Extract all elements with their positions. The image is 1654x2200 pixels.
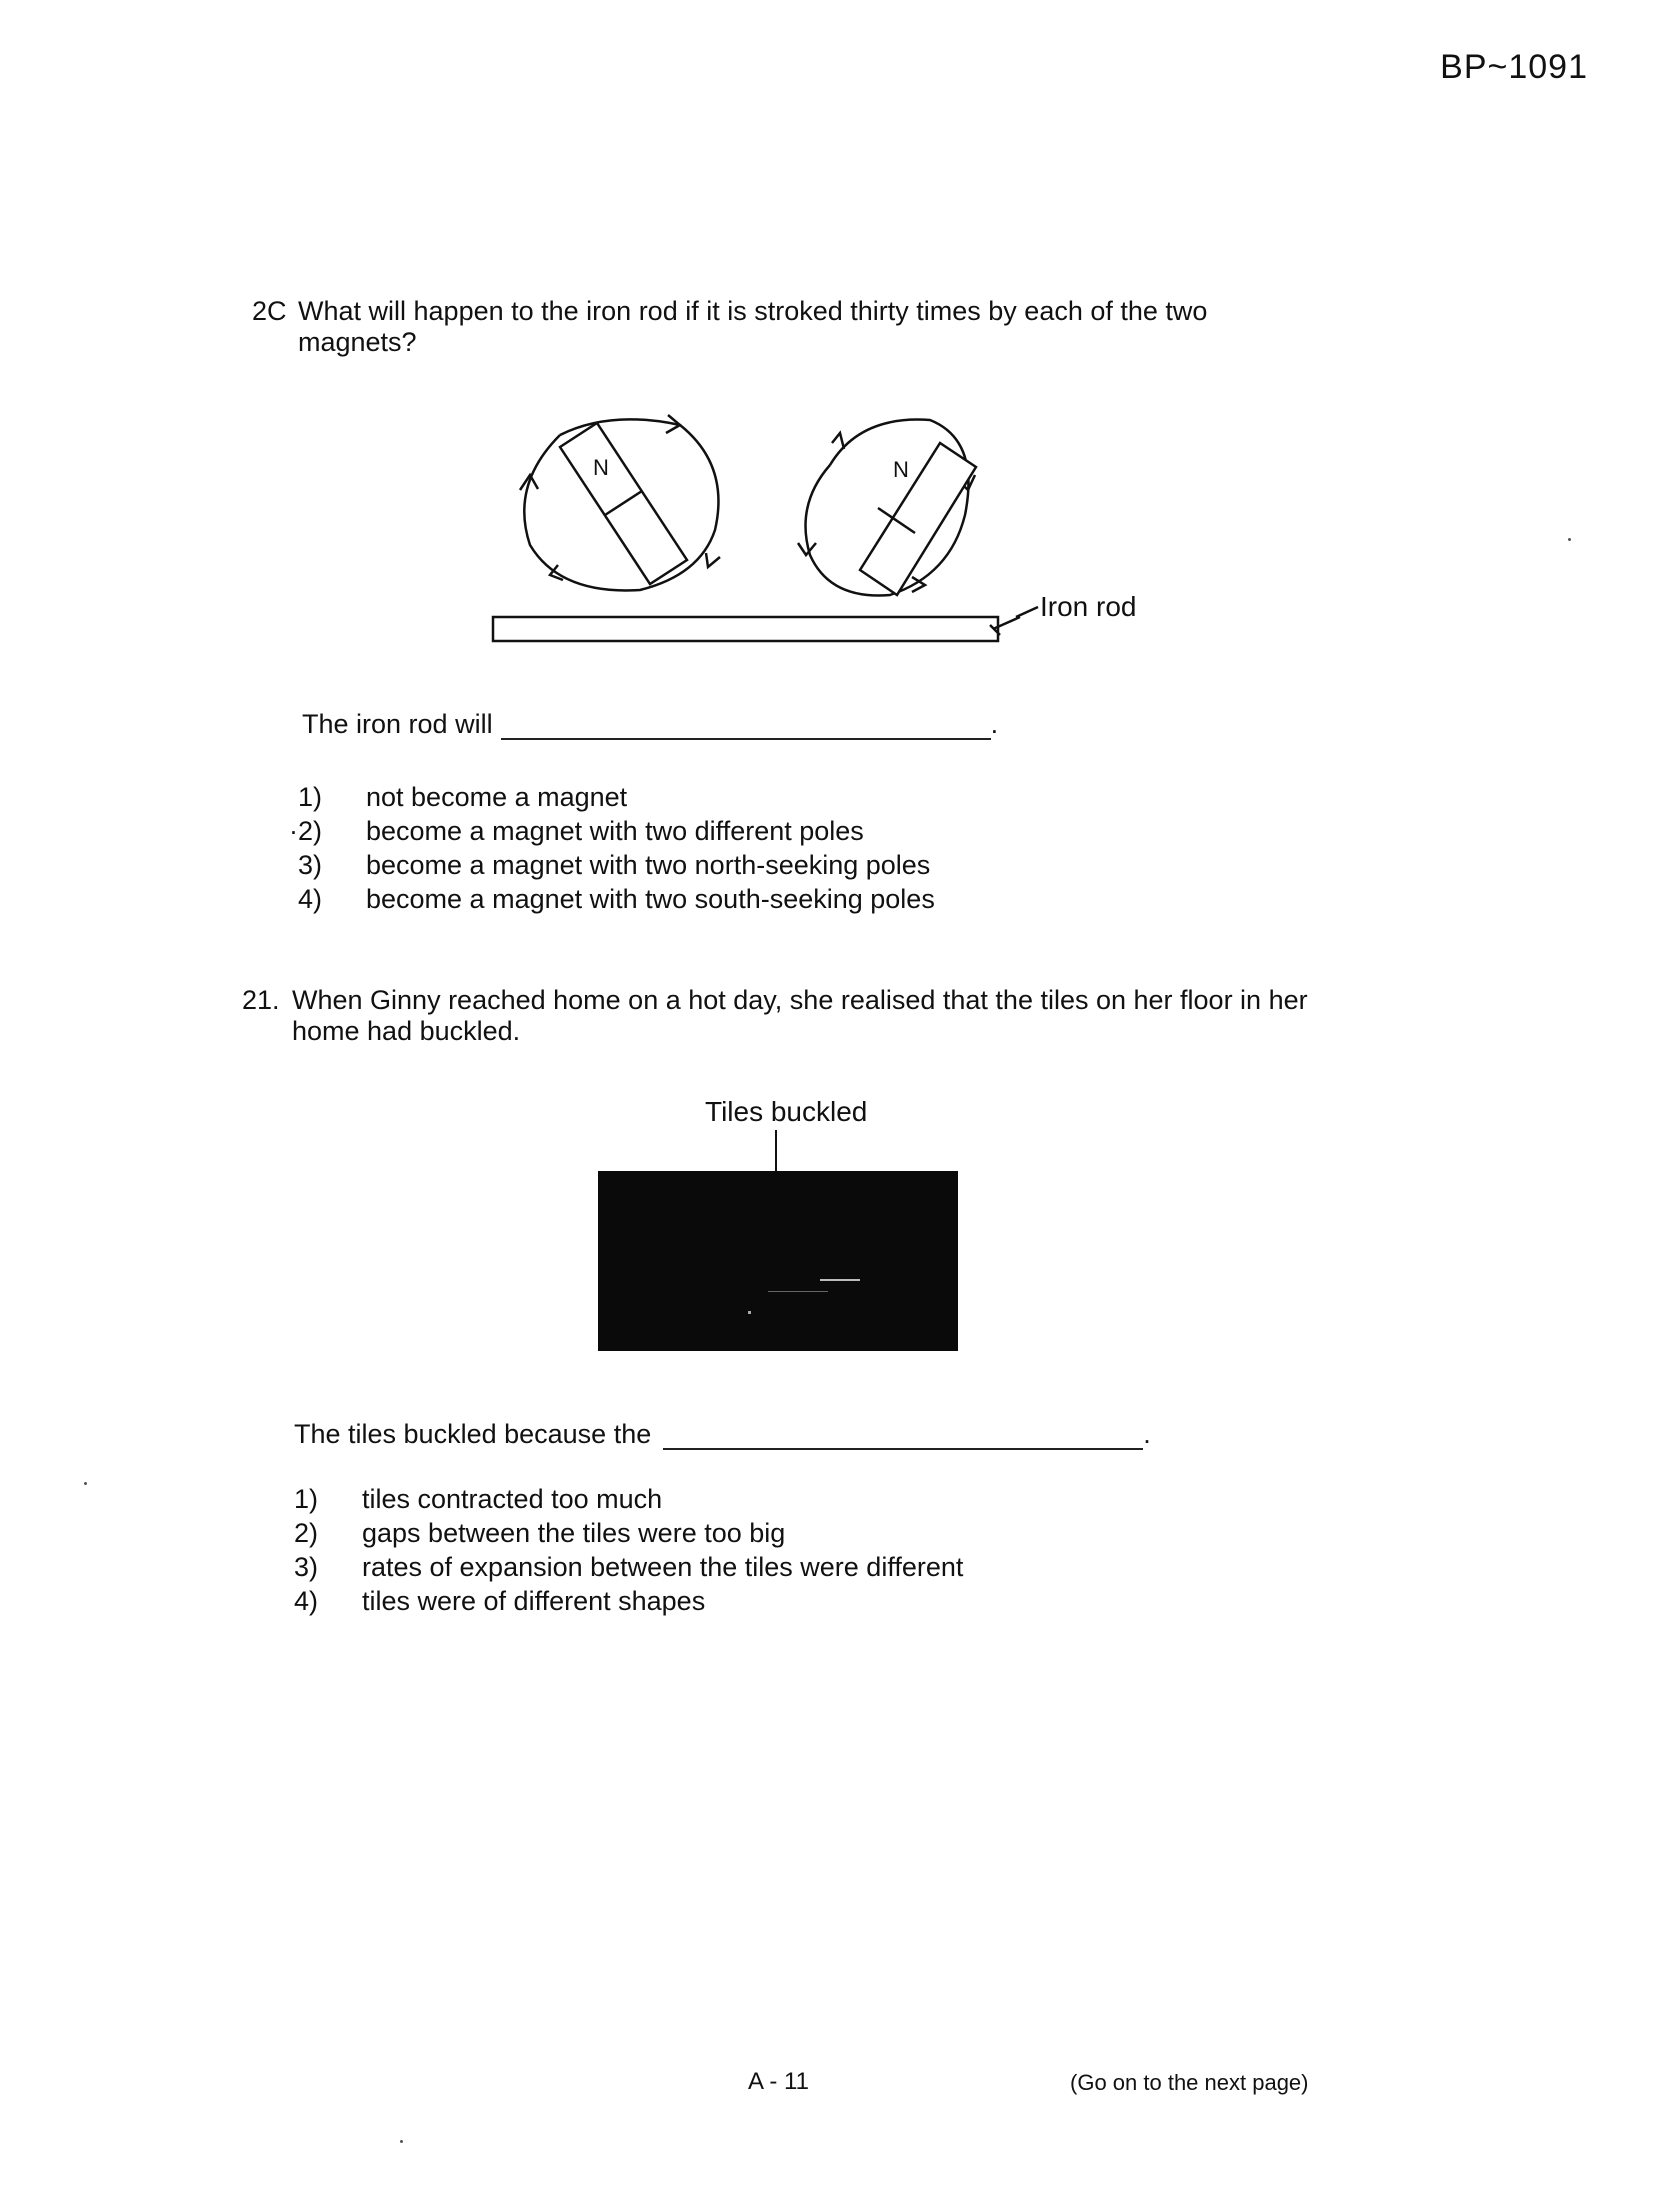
question-21	[242, 985, 1352, 1047]
document-code: BP~1091	[1440, 48, 1588, 86]
arrow-right-top	[832, 433, 844, 449]
arrow-left-right	[706, 553, 720, 567]
option-3: 3) rates of expansion between the tiles were different	[293, 1552, 964, 1582]
question-text: What will happen to the iron rod if it is stroked thirty times by each of the two magnets?	[298, 296, 1208, 357]
stem-period: .	[990, 709, 999, 739]
option-2: ·2) become a magnet with two different poles	[289, 816, 864, 846]
scan-speck	[84, 1482, 87, 1485]
option-4: 4) become a magnet with two south-seeking poles	[297, 884, 935, 914]
iron-rod-label: Iron rod	[1040, 591, 1137, 622]
option-1: 1) not become a magnet	[297, 782, 628, 812]
pole-label-left: N	[593, 455, 609, 480]
magnets-diagram	[480, 395, 1160, 655]
question-20	[252, 296, 1292, 358]
stem-text: The tiles buckled because the	[294, 1419, 652, 1449]
pole-label-right: N	[893, 457, 909, 482]
question-number: 21.	[242, 985, 280, 1015]
photo-highlight	[768, 1291, 828, 1292]
photo-label: Tiles buckled	[705, 1096, 868, 1127]
answer-blank	[501, 708, 991, 740]
magnet-right	[860, 443, 976, 595]
question-number: 2C	[252, 296, 287, 326]
option-3: 3) become a magnet with two north-seeking poles	[297, 850, 931, 880]
tiles-photo	[598, 1171, 958, 1351]
stem-text: The iron rod will	[302, 709, 493, 739]
question-21-stem	[294, 1418, 1151, 1450]
question-20-options	[262, 780, 935, 916]
go-on-note: (Go on to the next page)	[1070, 2070, 1309, 2095]
option-1: 1) tiles contracted too much	[293, 1484, 663, 1514]
option-4: 4) tiles were of different shapes	[293, 1586, 706, 1616]
question-text: When Ginny reached home on a hot day, she realised that the tiles on her floor in her home had buckled.	[292, 985, 1308, 1046]
scan-speck	[400, 2140, 403, 2143]
option-2: 2) gaps between the tiles were too big	[293, 1518, 786, 1548]
photo-highlight	[748, 1311, 751, 1314]
iron-rod	[493, 617, 998, 641]
label-pointer-line	[775, 1130, 777, 1172]
question-21-options	[258, 1482, 963, 1618]
question-20-stem	[302, 708, 998, 740]
scan-speck	[1568, 538, 1571, 541]
page-number: A - 11	[748, 2068, 809, 2095]
photo-highlight	[820, 1279, 860, 1281]
stem-period: .	[1143, 1419, 1151, 1449]
answer-blank	[663, 1418, 1143, 1450]
